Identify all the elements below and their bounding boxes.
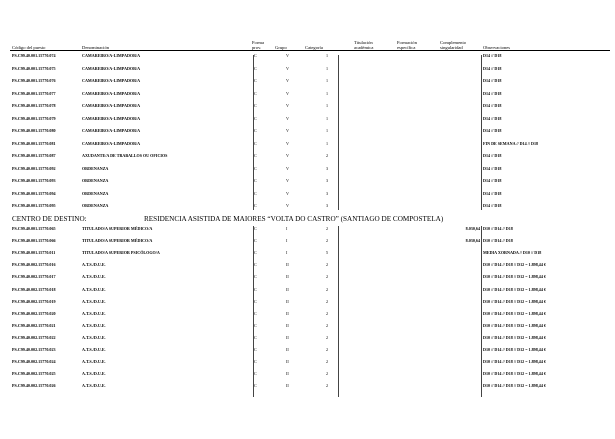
table-row [0,78,615,84]
cell-forma: C [254,274,257,280]
cell-forma: C [254,310,257,316]
table-row [0,66,615,72]
cell-grupo: I [286,226,288,231]
cell-observaciones: D10 // D14 // D18 // D12 = 1.898,44 € [483,371,546,377]
cell-observaciones: D10 // D14 // D18 // D12 = 1.898,44 € [483,298,546,304]
column-separator [253,226,254,397]
table-row [0,371,615,377]
cell-observaciones: D10 // D14 // D18 // D12 = 1.898,44 € [483,347,546,352]
cell-denominacion: CAMAREIRO/A-LIMPADOR/A [82,115,141,121]
cell-forma: C [254,383,257,389]
table-row [0,103,615,109]
cell-denominacion: AXUDANTE/A DE TRABALLOS OU OFICIOS [82,153,168,158]
cell-categoria: 1 [326,90,329,96]
cell-grupo: V [286,153,289,158]
cell-grupo: II [286,286,289,292]
cell-grupo: II [286,383,289,389]
cell-observaciones: D10 // D14 // D18 // D12 = 1.898,44 € [483,334,546,340]
cell-observaciones: D14 // D18 [483,90,502,96]
cell-categoria: 1 [326,128,329,133]
cell-code: PS.C99.40.002.15770.026 [12,383,56,389]
cell-grupo: II [286,322,289,328]
table-row [0,191,615,197]
table-header [0,34,615,50]
header-denominacion: Denominación [82,44,110,50]
cell-denominacion: CAMAREIRO/A-LIMPADOR/A [82,65,141,71]
cell-forma: C [254,90,257,96]
table-row [0,226,615,232]
cell-categoria: 1 [326,65,329,71]
cell-forma: C [254,103,257,108]
cell-forma: C [254,190,257,196]
cell-categoria: 3 [326,178,329,183]
cell-denominacion: TITULADO/A SUPERIOR MÉDICO/A [82,238,153,244]
cell-grupo: I [286,238,288,244]
cell-categoria: 2 [326,286,329,292]
cell-categoria: 2 [326,274,329,280]
cell-forma: C [254,359,257,365]
cell-grupo: V [286,165,289,171]
cell-denominacion: TITULADO/A SUPERIOR PSICÓLOGO/A [82,250,160,256]
cell-code: PS.C99.40.002.15770.016 [12,262,56,268]
table-row [0,91,615,97]
cell-categoria: 3 [326,165,329,171]
column-separator [481,226,482,397]
table-row [0,166,615,172]
cell-grupo: V [286,65,289,71]
table-row [0,250,615,256]
cell-denominacion: ORDENANZA [82,165,109,171]
cell-code: PS.C99.40.002.15770.022 [12,334,56,340]
table-row [0,116,615,122]
cell-denominacion: A.T.S./D.U.E. [82,274,106,280]
cell-forma: C [254,262,257,268]
cell-grupo: V [286,140,289,146]
cell-grupo: II [286,310,289,316]
centro-value: RESIDENCIA ASISTIDA DE MAIORES “VOLTA DO CASTRO” (SANTIAGO DE COMPOSTELA) [144,215,444,223]
cell-categoria: 1 [326,103,329,108]
cell-observaciones: D14 // D18 [483,65,502,71]
cell-observaciones: D10 // D14 // D18 // D12 = 1.898,44 € [483,322,546,328]
cell-code: PS.C99.40.001.15770.078 [12,103,56,108]
cell-code: PS.C99.40.001.15770.074 [12,53,56,58]
cell-code: PS.C99.40.001.15770.093 [12,178,56,183]
cell-observaciones: D14 // D18 [483,178,502,183]
cell-observaciones: D14 // D18 [483,165,502,171]
table-row [0,153,615,159]
cell-observaciones: FIN DE SEMANA // D14 // D18 [483,140,539,146]
cell-denominacion: CAMAREIRO/A-LIMPADOR/A [82,53,141,58]
cell-grupo: V [286,178,289,183]
cell-forma: C [254,128,257,133]
cell-denominacion: A.T.S./D.U.E. [82,383,106,389]
table-row [0,299,615,305]
cell-complemento: 8.030,64 [465,226,480,231]
cell-grupo: V [286,53,289,58]
cell-forma: C [254,78,257,83]
cell-forma: C [254,115,257,121]
table-row [0,335,615,341]
cell-code: PS.C99.40.001.15770.077 [12,90,56,96]
cell-forma: C [254,298,257,304]
cell-observaciones: D10 // D14 // D18 // D12 = 1.898,44 € [483,274,546,280]
cell-code: PS.C99.40.001.15770.066 [12,238,56,244]
cell-categoria: 2 [326,310,329,316]
cell-forma: C [254,226,257,231]
cell-code: PS.C99.40.002.15770.019 [12,298,56,304]
cell-grupo: II [286,334,289,340]
cell-categoria: 2 [326,322,329,328]
table-row [0,128,615,134]
table-row [0,347,615,353]
cell-code: PS.C99.40.001.15770.092 [12,165,56,171]
cell-observaciones: D10 // D14 // D18 // D12 = 1.898,44 € [483,310,546,316]
cell-grupo: V [286,190,289,196]
cell-forma: C [254,153,257,158]
cell-observaciones: D14 // D18 [483,103,502,108]
cell-grupo: II [286,262,289,268]
table-row [0,53,615,59]
cell-categoria: 2 [326,153,329,158]
cell-denominacion: A.T.S./D.U.E. [82,286,106,292]
header-categoria: Categoría [305,44,323,50]
cell-observaciones: D14 // D18 [483,153,502,158]
cell-denominacion: A.T.S./D.U.E. [82,322,106,328]
cell-code: PS.C99.40.001.15770.094 [12,190,56,196]
cell-code: PS.C99.40.002.15770.025 [12,371,56,377]
table-row [0,141,615,147]
cell-code: PS.C99.40.002.15770.023 [12,347,56,352]
cell-observaciones: D14 // D18 [483,78,502,83]
header-formacion: Formación específica [397,39,417,50]
cell-forma: C [254,140,257,146]
cell-observaciones: D10 // D14 // D18 [483,238,513,244]
cell-forma: C [254,165,257,171]
centro-label: CENTRO DE DESTINO: [12,215,87,223]
header-grupo: Grupo [275,44,287,50]
table-row [0,203,615,209]
cell-observaciones: D14 // D18 [483,190,502,196]
cell-forma: C [254,347,257,352]
table-row [0,262,615,268]
cell-forma: C [254,250,257,256]
cell-denominacion: A.T.S./D.U.E. [82,310,106,316]
cell-forma: C [254,65,257,71]
table-row [0,274,615,280]
cell-observaciones: D14 // D18 [483,53,502,58]
cell-grupo: II [286,371,289,377]
cell-observaciones: D10 // D14 // D18 // D12 = 1.898,44 € [483,383,546,389]
column-separator [338,226,339,397]
cell-denominacion: CAMAREIRO/A-LIMPADOR/A [82,140,141,146]
cell-categoria: 3 [326,203,329,208]
cell-grupo: II [286,298,289,304]
table-row [0,311,615,317]
cell-denominacion: A.T.S./D.U.E. [82,298,106,304]
cell-categoria: 2 [326,383,329,389]
cell-code: PS.C99.40.001.15770.065 [12,226,56,231]
cell-complemento: 8.030,64 [465,238,480,244]
cell-code: PS.C99.40.002.15770.021 [12,322,56,328]
header-observaciones: Observaciones [483,44,511,50]
cell-categoria: 2 [326,347,329,352]
cell-code: PS.C99.40.002.15770.018 [12,286,56,292]
cell-grupo: II [286,359,289,365]
cell-denominacion: A.T.S./D.U.E. [82,371,106,377]
cell-forma: C [254,178,257,183]
table-row [0,359,615,365]
cell-code: PS.C99.40.001.15770.095 [12,203,56,208]
header-codigo: Código del puesto [12,44,46,50]
cell-grupo: V [286,128,289,133]
cell-denominacion: TITULADO/A SUPERIOR MÉDICO/A [82,226,153,231]
cell-code: PS.C99.40.001.15770.081 [12,140,56,146]
cell-code: PS.C99.40.002.15770.020 [12,310,56,316]
cell-code: PS.C99.40.001.15770.011 [12,250,56,256]
cell-categoria: 1 [326,53,329,58]
cell-forma: C [254,322,257,328]
cell-denominacion: ORDENANZA [82,190,109,196]
cell-categoria: 2 [326,334,329,340]
cell-grupo: II [286,274,289,280]
cell-categoria: 2 [326,262,329,268]
cell-observaciones: D10 // D14 // D18 // D12 = 1.898,44 € [483,286,546,292]
cell-code: PS.C99.40.002.15770.017 [12,274,56,280]
cell-grupo: II [286,347,289,352]
cell-grupo: V [286,90,289,96]
table-row [0,178,615,184]
table-row [0,287,615,293]
table-row [0,238,615,244]
cell-observaciones: D14 // D18 [483,203,502,208]
cell-code: PS.C99.40.001.15770.087 [12,153,56,158]
cell-grupo: I [286,250,288,256]
cell-denominacion: CAMAREIRO/A-LIMPADOR/A [82,78,141,83]
cell-observaciones: D14 // D18 [483,115,502,121]
header-rule [10,50,610,51]
cell-categoria: 1 [326,115,329,121]
column-separator [338,55,339,210]
cell-categoria: 1 [326,78,329,83]
cell-code: PS.C99.40.001.15770.075 [12,65,56,71]
table-row [0,323,615,329]
header-titulacion: Titulación académica [354,39,374,50]
cell-categoria: 3 [326,190,329,196]
header-complemento: Complemento singularidad [440,39,467,50]
cell-observaciones: D10 // D14 // D18 // D12 = 1.898,44 € [483,359,546,365]
cell-categoria: 2 [326,359,329,365]
cell-observaciones: D10 // D14 // D18 [483,226,513,231]
column-separator [253,55,254,210]
cell-categoria: 2 [326,298,329,304]
cell-observaciones: D14 // D18 [483,128,502,133]
cell-code: PS.C99.40.001.15770.079 [12,115,56,121]
cell-forma: C [254,203,257,208]
cell-code: PS.C99.40.001.15770.076 [12,78,56,83]
cell-denominacion: A.T.S./D.U.E. [82,359,106,365]
cell-observaciones: D10 // D14 // D18 // D12 = 1.898,44 € [483,262,546,268]
cell-categoria: 5 [326,250,329,256]
cell-denominacion: A.T.S./D.U.E. [82,262,106,268]
cell-denominacion: CAMAREIRO/A-LIMPADOR/A [82,103,141,108]
cell-grupo: V [286,78,289,83]
cell-denominacion: A.T.S./D.U.E. [82,334,106,340]
cell-denominacion: A.T.S./D.U.E. [82,347,106,352]
cell-forma: C [254,334,257,340]
cell-code: PS.C99.40.002.15770.024 [12,359,56,365]
cell-categoria: 1 [326,140,329,146]
cell-categoria: 2 [326,226,329,231]
cell-forma: C [254,286,257,292]
cell-forma: C [254,238,257,244]
cell-observaciones: MEDIA XORNADA // D10 // D18 [483,250,542,256]
cell-forma: C [254,371,257,377]
cell-categoria: 2 [326,371,329,377]
cell-forma: C [254,53,257,58]
column-separator [481,55,482,210]
cell-code: PS.C99.40.001.15770.080 [12,128,56,133]
cell-grupo: V [286,203,289,208]
cell-grupo: V [286,103,289,108]
cell-denominacion: ORDENANZA [82,178,109,183]
cell-denominacion: CAMAREIRO/A-LIMPADOR/A [82,128,141,133]
cell-denominacion: CAMAREIRO/A-LIMPADOR/A [82,90,141,96]
header-forma: Forma prov. [252,39,264,50]
table-row [0,383,615,389]
cell-denominacion: ORDENANZA [82,203,109,208]
cell-categoria: 2 [326,238,329,244]
cell-grupo: V [286,115,289,121]
